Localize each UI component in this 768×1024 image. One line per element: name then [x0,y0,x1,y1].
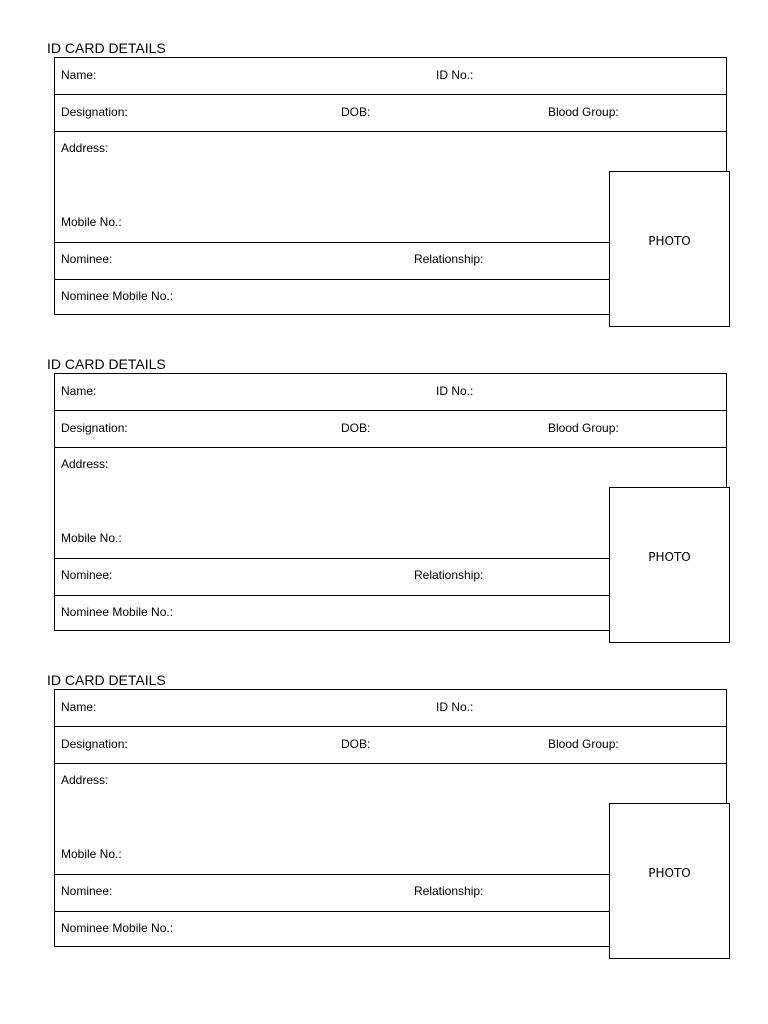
row-divider [55,279,610,280]
name-label: Name: [61,68,97,82]
designation-label: Designation: [61,737,128,751]
nominee-mobile-no-label: Nominee Mobile No.: [61,921,174,935]
mobile-no-label: Mobile No.: [61,847,122,861]
card-title: ID CARD DETAILS [47,356,166,372]
name-label: Name: [61,384,97,398]
row-divider [55,447,726,448]
name-label: Name: [61,700,97,714]
photo-placeholder [609,487,730,643]
id-no-label: ID No.: [436,700,474,714]
address-label: Address: [61,773,109,787]
nominee-label: Nominee: [61,568,113,582]
photo-placeholder [609,171,730,327]
relationship-label: Relationship: [414,568,484,582]
row-divider [55,242,610,243]
row-divider [55,131,726,132]
id-no-label: ID No.: [436,384,474,398]
row-divider [55,726,726,727]
row-divider [55,763,726,764]
photo-label: PHOTO [648,234,691,248]
relationship-label: Relationship: [414,252,484,266]
photo-label: PHOTO [648,550,691,564]
nominee-mobile-no-label: Nominee Mobile No.: [61,605,174,619]
row-divider [55,558,610,559]
id-card-form-1 [0,40,768,340]
designation-label: Designation: [61,421,128,435]
row-divider [55,595,610,596]
id-no-label: ID No.: [436,68,474,82]
id-card-form-2 [0,356,768,656]
photo-placeholder [609,803,730,959]
relationship-label: Relationship: [414,884,484,898]
card-title: ID CARD DETAILS [47,40,166,56]
address-label: Address: [61,141,109,155]
mobile-no-label: Mobile No.: [61,215,122,229]
row-divider [55,874,610,875]
blood-group-label: Blood Group: [548,105,619,119]
nominee-label: Nominee: [61,884,113,898]
mobile-no-label: Mobile No.: [61,531,122,545]
dob-label: DOB: [341,105,371,119]
blood-group-label: Blood Group: [548,737,619,751]
address-label: Address: [61,457,109,471]
blood-group-label: Blood Group: [548,421,619,435]
dob-label: DOB: [341,737,371,751]
nominee-mobile-no-label: Nominee Mobile No.: [61,289,174,303]
row-divider [55,911,610,912]
dob-label: DOB: [341,421,371,435]
nominee-label: Nominee: [61,252,113,266]
row-divider [55,94,726,95]
designation-label: Designation: [61,105,128,119]
row-divider [55,410,726,411]
card-title: ID CARD DETAILS [47,672,166,688]
id-card-form-3 [0,672,768,972]
photo-label: PHOTO [648,866,691,880]
